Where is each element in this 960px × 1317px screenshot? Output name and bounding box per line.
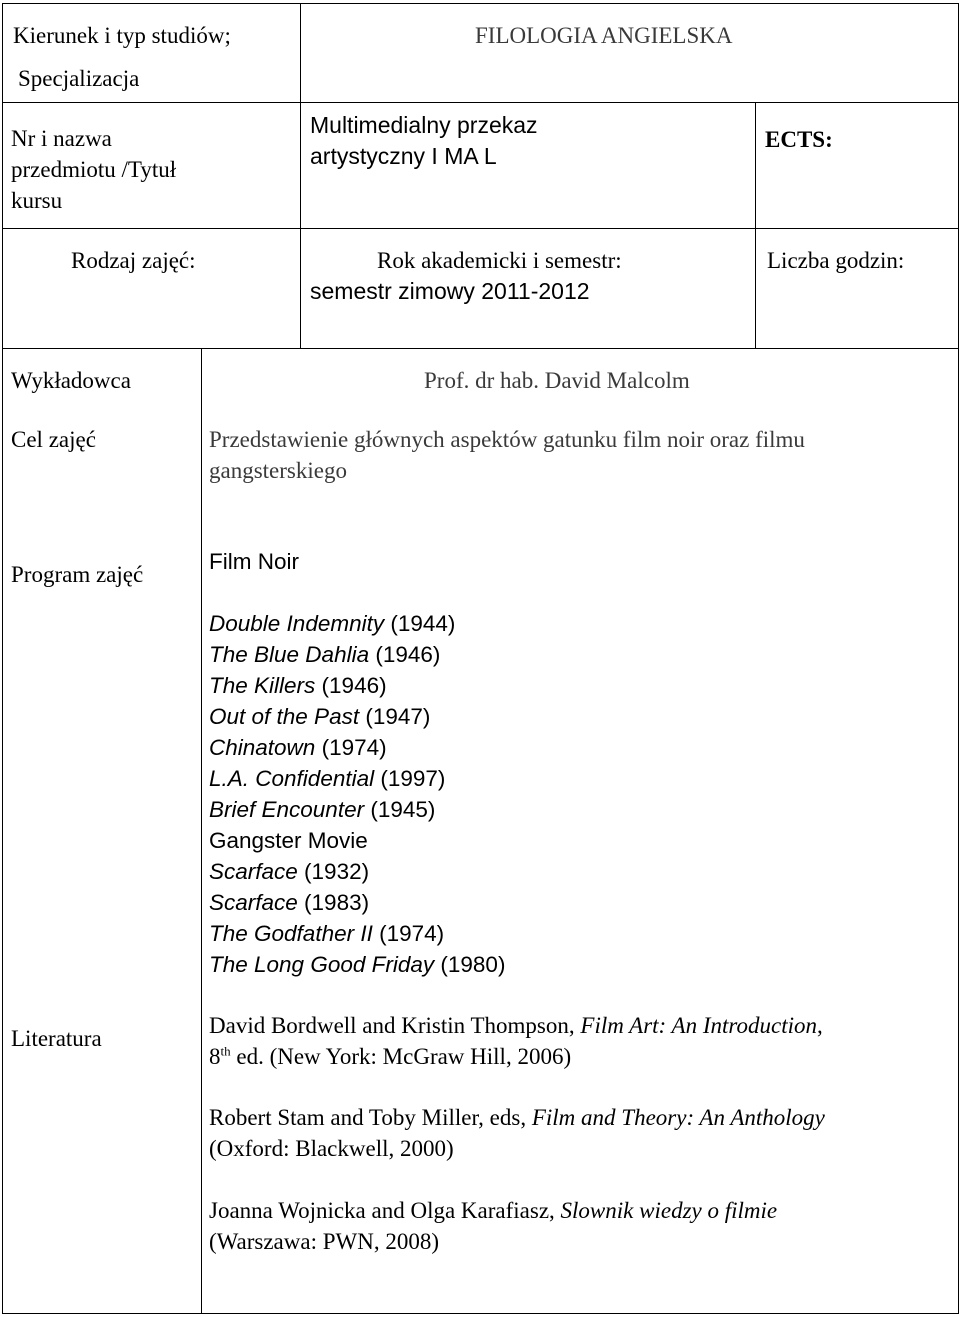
rodzaj-label: Rodzaj zajęć: (71, 248, 196, 273)
kierunek-label: Kierunek i typ studiów; (13, 23, 231, 48)
program-film-item: Brief Encounter (1945) (209, 797, 436, 822)
divider-col-main (201, 348, 202, 1314)
border-row2 (2, 228, 959, 229)
goal-line1: Przedstawienie głównych aspektów gatunku film noir oraz filmu (209, 427, 805, 452)
course-title-line2: artystyczny I MA L (310, 143, 497, 169)
border-left (2, 3, 3, 1314)
program-film-item: Scarface (1932) (209, 859, 370, 884)
goal-line2: gangsterskiego (209, 458, 347, 483)
border-bottom (2, 1313, 959, 1314)
rok-value: semestr zimowy 2011-2012 (310, 278, 590, 304)
literature-item: David Bordwell and Kristin Thompson, Film Art: An Introduction, 8th ed. (New York: McGraw Hill, 2006) (209, 1013, 823, 1069)
program-film-item: Out of the Past (1947) (209, 704, 431, 729)
course-title-line1: Multimedialny przekaz (310, 112, 538, 138)
godziny-label: Liczba godzin: (767, 248, 905, 273)
literature-item: Joanna Wojnicka and Olga Karafiasz, Slownik wiedzy o filmie (Warszawa: PWN, 2008) (209, 1198, 778, 1254)
program-film-item: L.A. Confidential (1997) (209, 766, 446, 791)
rok-label: Rok akademicki i semestr: (377, 248, 622, 273)
specjalizacja-label: Specjalizacja (18, 66, 140, 91)
program-spacer (209, 577, 505, 608)
program-film-item: Scarface (1983) (209, 890, 370, 915)
program-section-gangster: Gangster Movie (209, 828, 368, 853)
goal-label: Cel zajęć (11, 427, 96, 452)
literature-item: Robert Stam and Toby Miller, eds, Film and Theory: An Anthology (Oxford: Blackwell, 2000) (209, 1105, 825, 1161)
course-label-line3: kursu (11, 188, 63, 213)
literature-label: Literatura (11, 1026, 102, 1051)
program-film-item: Chinatown (1974) (209, 735, 387, 760)
program-film-item: Double Indemnity (1944) (209, 611, 456, 636)
lecturer-value: Prof. dr hab. David Malcolm (424, 368, 690, 393)
lecturer-label: Wykładowca (11, 368, 131, 393)
program-list (209, 546, 505, 980)
border-row1 (2, 102, 959, 103)
divider-col-ects (755, 102, 756, 349)
border-right (958, 3, 959, 1314)
course-label-line1: Nr i nazwa (11, 126, 112, 151)
program-film-item: The Long Good Friday (1980) (209, 952, 506, 977)
border-row3 (2, 348, 959, 349)
program-section-film-noir: Film Noir (209, 549, 299, 574)
program-film-item: The Blue Dahlia (1946) (209, 642, 441, 667)
course-label-line2: przedmiotu /Tytuł (11, 157, 177, 182)
program-film-item: The Killers (1946) (209, 673, 387, 698)
border-top (2, 3, 959, 4)
kierunek-value: FILOLOGIA ANGIELSKA (475, 23, 733, 48)
ects-label: ECTS: (765, 127, 833, 152)
divider-col-header (300, 3, 301, 349)
program-film-item: The Godfather II (1974) (209, 921, 445, 946)
program-label: Program zajęć (11, 562, 144, 587)
